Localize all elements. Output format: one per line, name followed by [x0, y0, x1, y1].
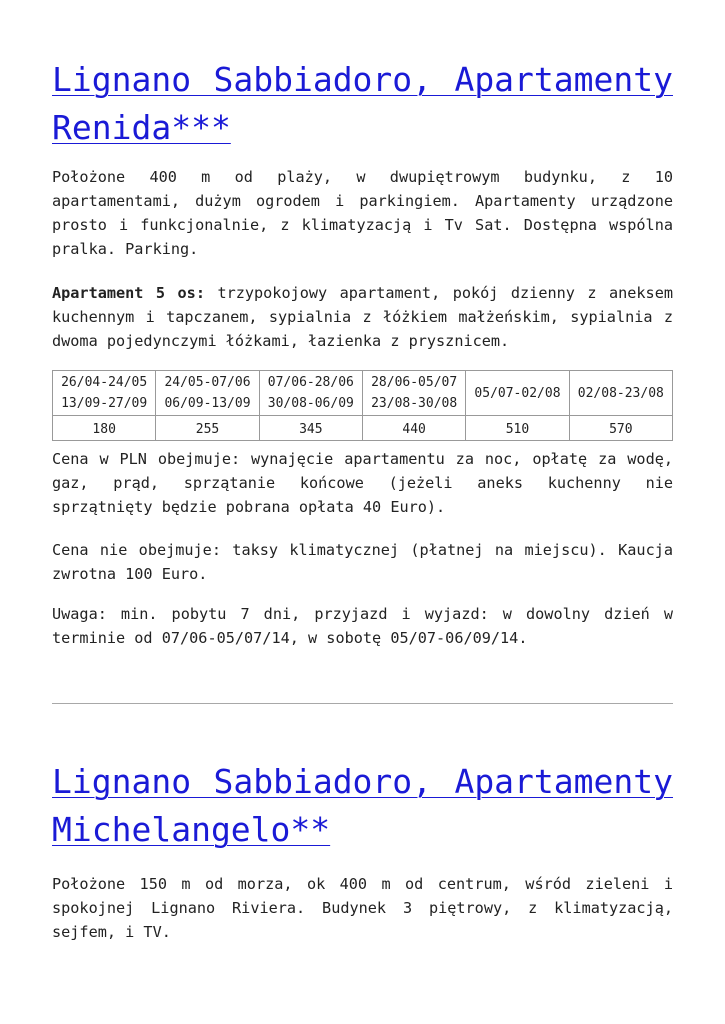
price-cell: 255 [156, 416, 259, 441]
period-line: 13/09-27/09 [61, 396, 148, 411]
price-table [52, 370, 673, 441]
post-intro-renida: Położone 400 m od plaży, w dwupiętrowym budynku, z 10 apartamentami, dużym ogrodem i parkingiem. Apartamenty urządzone prosto i funkcjonalnie, z klimatyzacją i Tv Sat. Dostępna wspólna pralka. Parking. [52, 168, 673, 258]
post-divider [52, 703, 673, 704]
period-line: 30/08-06/09 [267, 396, 354, 411]
price-cell: 345 [259, 416, 362, 441]
price-cell: 440 [362, 416, 465, 441]
period-cell [362, 371, 465, 416]
price-cell: 180 [53, 416, 156, 441]
period-line: 06/09-13/09 [164, 396, 251, 411]
period-line: 28/06-05/07 [371, 375, 458, 390]
post-title-michelangelo [52, 758, 673, 854]
booking-note: Uwaga: min. pobytu 7 dni, przyjazd i wyjazd: w dowolny dzień w terminie od 07/06-05/07/14, w sobotę 05/07-06/09/14. [52, 605, 673, 647]
post-intro-michelangelo: Położone 150 m od morza, ok 400 m od centrum, wśród zieleni i spokojnej Lignano Riviera. Budynek 3 piętrowy, z klimatyzacją, sejfem, i TV. [52, 875, 673, 941]
period-line: 02/08-23/08 [577, 385, 664, 401]
period-cell [259, 371, 362, 416]
apartment-description [52, 281, 673, 353]
post-title-link-renida[interactable]: Lignano Sabbiadoro, Apartamenty Renida*** [52, 60, 673, 147]
period-line: 26/04-24/05 [61, 375, 148, 390]
price-excludes: Cena nie obejmuje: taksy klimatycznej (płatnej na miejscu). Kaucja zwrotna 100 Euro. [52, 541, 673, 583]
price-cell: 570 [569, 416, 672, 441]
apartment-text: trzypokojowy apartament, pokój dzienny z aneksem kuchennym i tapczanem, sypialnia z łóżkiem małżeńskim, sypialnia z dwoma pojedynczymi łóżkami, łazienka z prysznicem. [52, 284, 673, 350]
price-includes: Cena w PLN obejmuje: wynajęcie apartamentu za noc, opłatę za wodę, gaz, prąd, sprzątanie końcowe (jeżeli aneks kuchenny nie sprzątnięty będzie pobrana opłata 40 Euro). [52, 450, 673, 516]
period-cell [569, 371, 672, 416]
period-line: 24/05-07/06 [164, 375, 251, 390]
period-line: 23/08-30/08 [371, 396, 458, 411]
period-cell [156, 371, 259, 416]
period-cell [53, 371, 156, 416]
apartment-label: Apartament 5 os: [52, 284, 205, 302]
post-title-renida [52, 56, 673, 152]
period-cell [466, 371, 569, 416]
price-table-header-row [53, 371, 673, 416]
price-table-value-row [53, 416, 673, 441]
period-line: 07/06-28/06 [267, 375, 354, 390]
post-title-link-michelangelo[interactable]: Lignano Sabbiadoro, Apartamenty Michelangelo** [52, 762, 673, 849]
price-cell: 510 [466, 416, 569, 441]
period-line: 05/07-02/08 [474, 385, 561, 401]
